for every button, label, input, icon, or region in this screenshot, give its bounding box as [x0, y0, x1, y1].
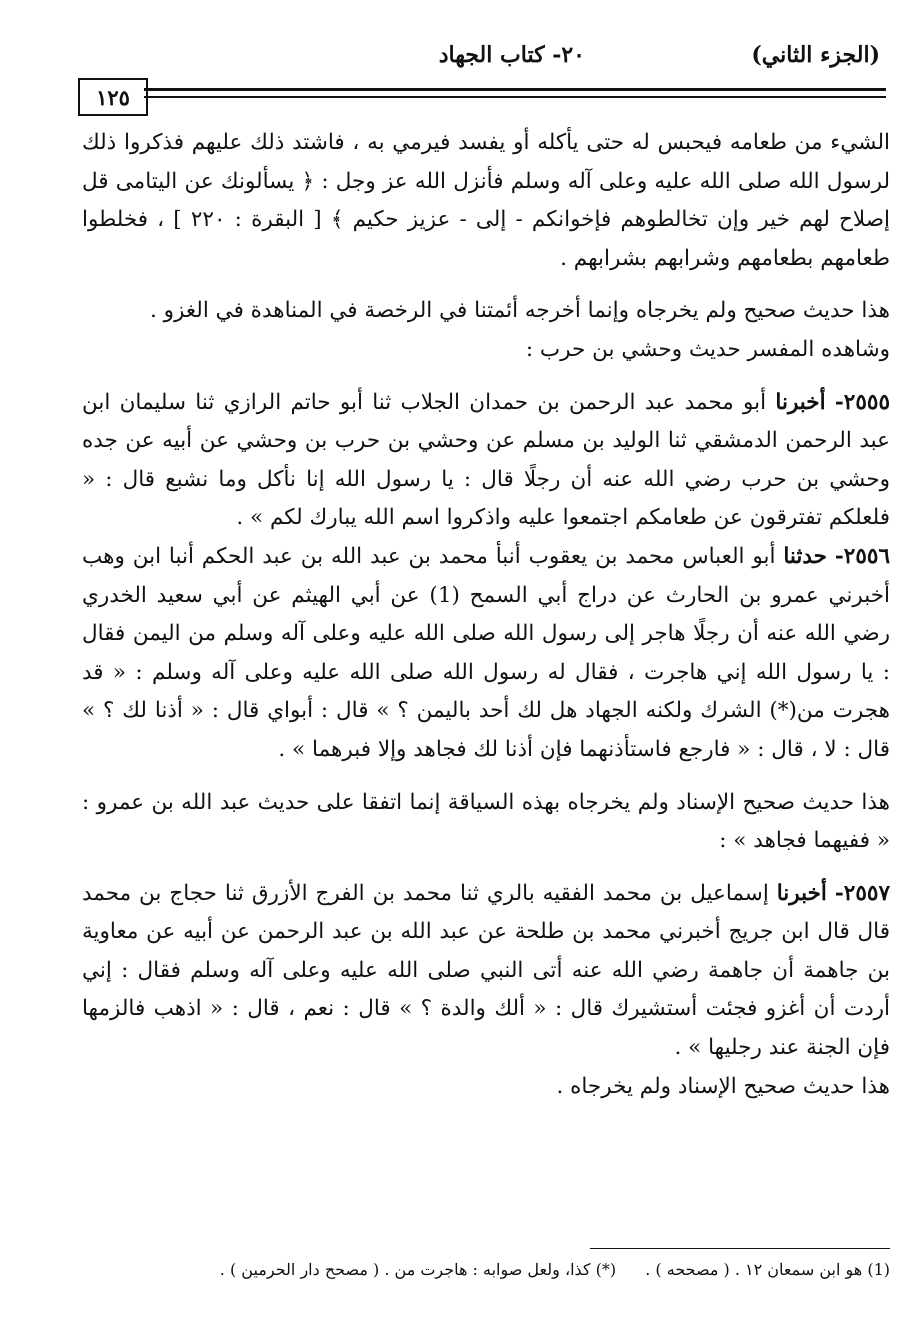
hadith-text: أبو محمد عبد الرحمن بن حمدان الجلاب ثنا أبو حاتم الرازي ثنا سليمان ابن عبد الرحمن الدمشقي ثنا الوليد بن مسلم عن وحشي بن حرب بن وحشي عن أبيه عن جده وحشي بن حرب رضي الله عنه أن رجلًا قال : يا رسول الله إنا نأكل وما نشبع قال : « فلعلكم تفترقون عن طعامكم اجتمعوا عليه واذكروا اسم الله يبارك لكم » . — [82, 389, 890, 531]
main-text — [82, 124, 890, 1106]
hadith-2555 — [82, 384, 890, 538]
hadith-keyword: أخبرنا — [776, 880, 827, 906]
running-header — [70, 42, 880, 82]
header-rule — [144, 88, 886, 91]
footnote-rule — [590, 1248, 890, 1249]
paragraph: الشيء من طعامه فيحبس له حتى يأكله أو يفسد فيرمي به ، فاشتد ذلك عليهم فذكروا ذلك لرسول الله صلى الله عليه وعلى آله وسلم فأنزل الله عز وجل : ﴿ يسألونك عن اليتامى قل إصلاح لهم خير وإن تخالطوهم فإخوانكم - إلى - عزيز حكيم ﴾ [ البقرة : ٢٢٠ ] ، فخلطوا طعامهم بطعامهم وشرابهم بشرابهم . — [82, 130, 890, 271]
hadith-2557 — [82, 875, 890, 1068]
hadith-number: ٢٥٥٧- — [834, 880, 890, 906]
paragraph: هذا حديث صحيح الإسناد ولم يخرجاه بهذه السياقة إنما اتفقا على حديث عبد الله بن عمرو : « ففيهما فجاهد » : — [82, 789, 890, 854]
hadith-text: إسماعيل بن محمد الفقيه بالري ثنا محمد بن الفرج الأزرق ثنا حجاج بن محمد قال قال ابن جريج أخبرني محمد بن طلحة عن عبد الله بن عبد الرحمن عن أبيه عن معاوية بن جاهمة أن جاهمة رضي الله عنه أتى النبي صلى الله عليه وعلى آله وسلم فقال : إني أردت أن أغزو فجئت أستشيرك قال : « ألك والدة ؟ » قال : نعم ، قال : « اذهب فالزمها فإن الجنة عند رجليها » . — [82, 880, 890, 1061]
header-rule-inner — [144, 96, 886, 98]
hadith-number: ٢٥٥٥- — [834, 389, 890, 415]
hadith-text: أبو العباس محمد بن يعقوب أنبأ محمد بن عبد الله بن عبد الحكم أنبا ابن وهب أخبرني عمرو بن الحارث عن دراج أبي السمح (1) عن أبي الهيثم عن أبي سعيد الخدري رضي الله عنه أن رجلًا هاجر إلى رسول الله صلى الله عليه وعلى آله وسلم من اليمن فقال : يا رسول الله إني هاجرت ، فقال له رسول الله صلى الله عليه وعلى آله وسلم : « قد هجرت من(*) الشرك ولكنه الجهاد هل لك أحد باليمن ؟ » قال : أبواي قال : « أذنا لك ؟ » قال : لا ، قال : « فارجع فاستأذنهما فإن أذنا لك فجاهد وإلا فبرهما » . — [82, 543, 891, 762]
hadith-keyword: حدثنا — [783, 543, 827, 569]
book-title: ٢٠- كتاب الجهاد — [438, 42, 585, 68]
footnotes — [100, 1258, 890, 1282]
paragraph: هذا حديث صحيح ولم يخرجاه وإنما أخرجه أئمتنا في الرخصة في المناهدة في الغزو . — [150, 298, 890, 324]
paragraph: هذا حديث صحيح الإسناد ولم يخرجاه . — [556, 1073, 890, 1099]
paragraph: وشاهده المفسر حديث وحشي بن حرب : — [525, 336, 890, 362]
hadith-keyword: أخبرنا — [775, 389, 826, 415]
page-number: ١٢٥ — [78, 78, 148, 116]
footnote-star: (*) كذا، ولعل صوابه : هاجرت من . ( مصحح دار الحرمين ) . — [219, 1260, 617, 1279]
volume-label: (الجزء الثاني) — [751, 42, 880, 68]
hadith-2556 — [82, 538, 890, 770]
hadith-number: ٢٥٥٦- — [834, 543, 890, 569]
footnote-1: (1) هو ابن سمعان ١٢ . ( مصححه ) . — [645, 1260, 890, 1279]
